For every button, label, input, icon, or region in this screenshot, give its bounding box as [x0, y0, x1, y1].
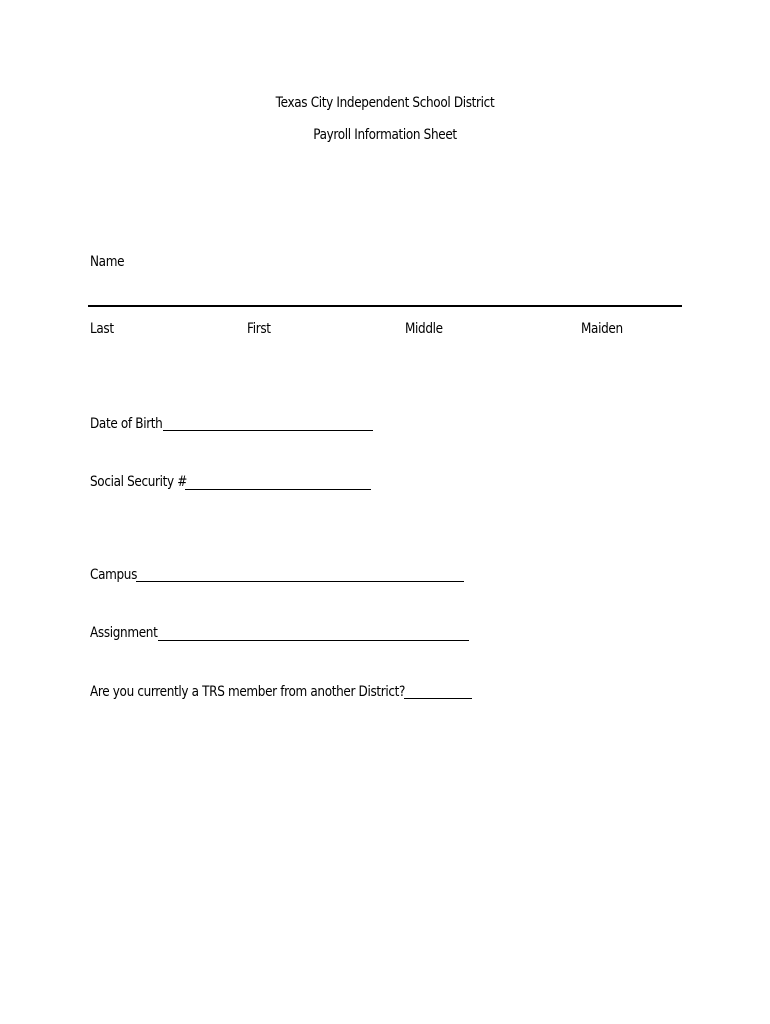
assignment-label: Assignment: [90, 625, 158, 641]
name-column-first: First: [247, 321, 271, 337]
organization-title: Texas City Independent School District: [275, 95, 495, 111]
date-of-birth-input-line[interactable]: [163, 430, 373, 431]
name-column-middle: Middle: [405, 321, 443, 337]
form-title: Payroll Information Sheet: [313, 127, 457, 143]
social-security-label: Social Security #: [90, 474, 188, 490]
name-column-last: Last: [90, 321, 114, 337]
campus-label: Campus: [90, 567, 138, 583]
trs-question-label: Are you currently a TRS member from another District?: [90, 684, 406, 700]
date-of-birth-label: Date of Birth: [90, 416, 163, 432]
social-security-input-line[interactable]: [185, 489, 371, 490]
assignment-input-line[interactable]: [158, 640, 469, 641]
name-label: Name: [90, 254, 125, 270]
name-input-line[interactable]: [88, 305, 682, 307]
campus-input-line[interactable]: [136, 581, 464, 582]
name-column-maiden: Maiden: [581, 321, 623, 337]
trs-answer-input-line[interactable]: [404, 698, 472, 699]
